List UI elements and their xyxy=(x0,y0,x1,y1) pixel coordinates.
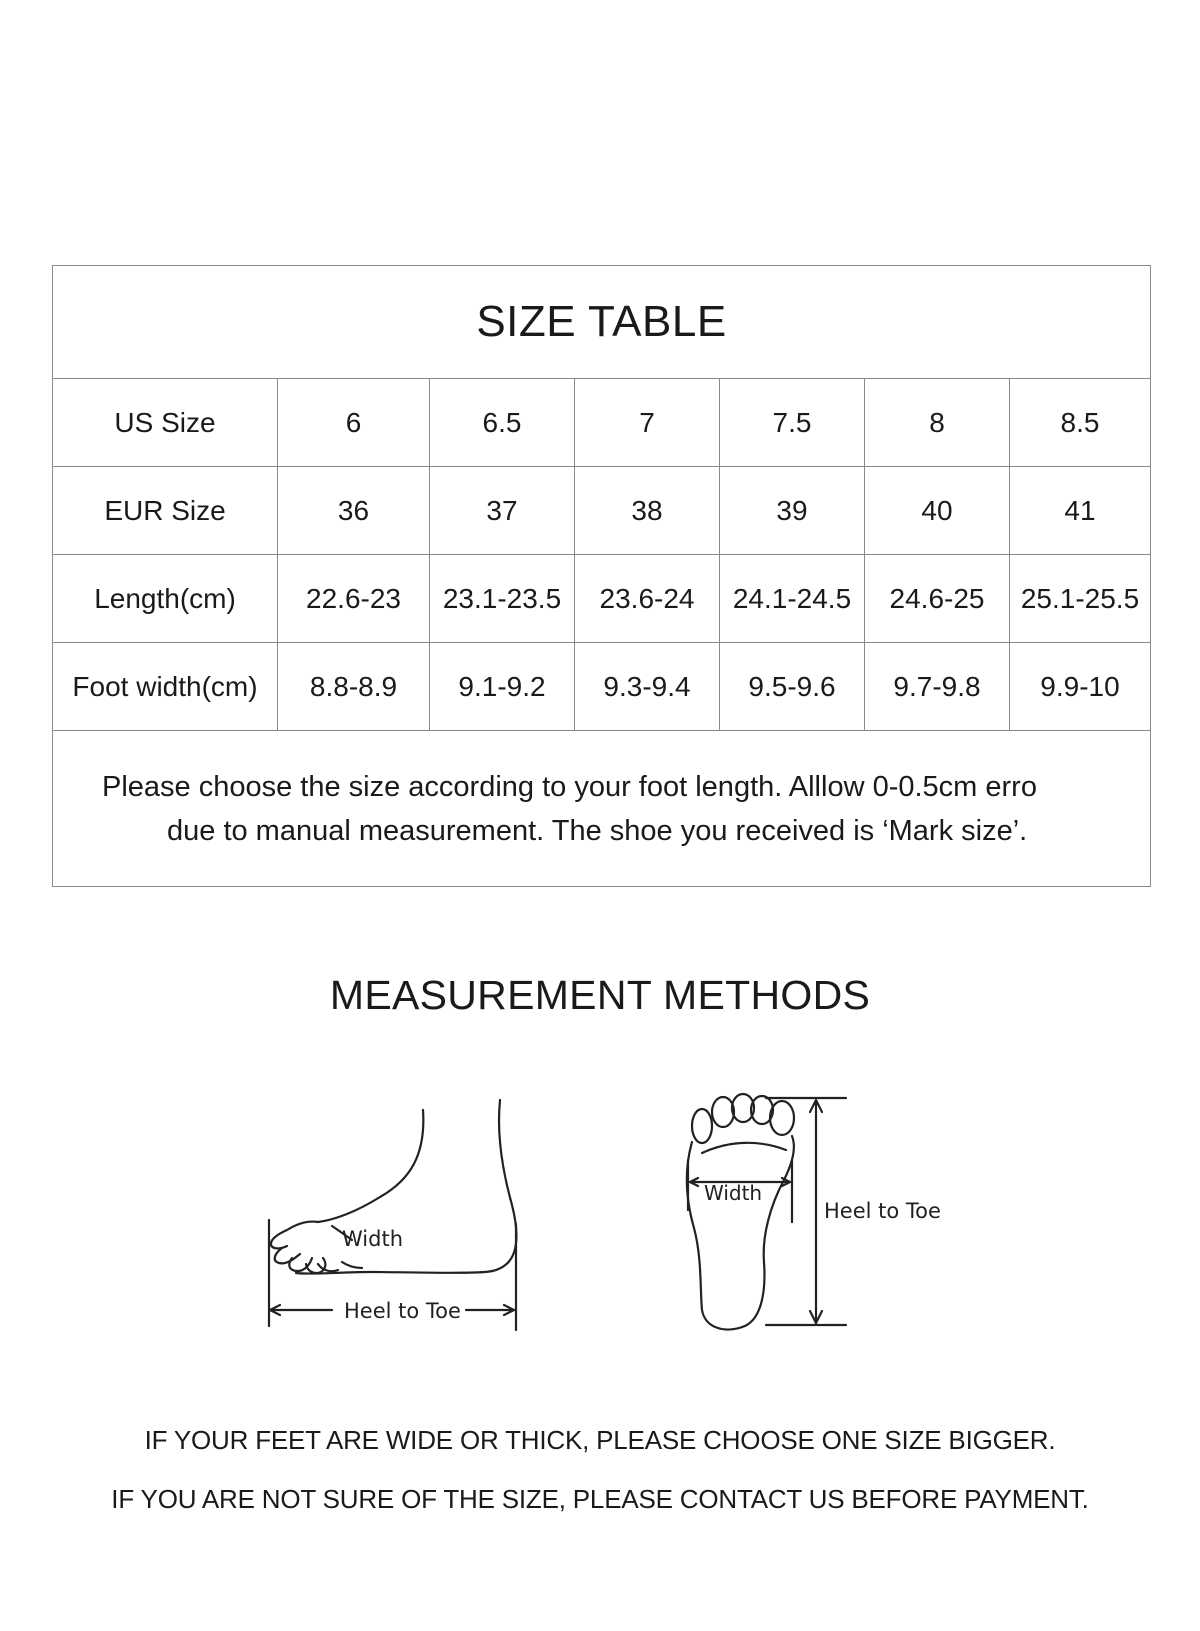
side-view-length-label: Heel to Toe xyxy=(344,1299,461,1323)
table-cell: 25.1-25.5 xyxy=(1010,555,1151,643)
table-cell: 7.5 xyxy=(720,379,865,467)
size-table-title: SIZE TABLE xyxy=(53,266,1151,379)
side-view-width-label: Width xyxy=(342,1227,404,1251)
row-label: Foot width(cm) xyxy=(53,643,278,731)
table-cell: 9.9-10 xyxy=(1010,643,1151,731)
table-cell: 23.6-24 xyxy=(575,555,720,643)
size-note-line-1: Please choose the size according to your foot length. Alllow 0-0.5cm erro xyxy=(102,770,1037,803)
table-cell: 40 xyxy=(865,467,1010,555)
table-cell: 6.5 xyxy=(430,379,575,467)
table-cell: 38 xyxy=(575,467,720,555)
table-cell: 8 xyxy=(865,379,1010,467)
table-cell: 8.8-8.9 xyxy=(278,643,430,731)
row-label: EUR Size xyxy=(53,467,278,555)
table-cell: 24.6-25 xyxy=(865,555,1010,643)
table-cell: 9.3-9.4 xyxy=(575,643,720,731)
contact-note: IF YOU ARE NOT SURE OF THE SIZE, PLEASE CONTACT US BEFORE PAYMENT. xyxy=(111,1484,1089,1514)
row-label: Length(cm) xyxy=(53,555,278,643)
table-cell: 41 xyxy=(1010,467,1151,555)
table-cell: 9.5-9.6 xyxy=(720,643,865,731)
table-cell: 9.1-9.2 xyxy=(430,643,575,731)
table-cell: 23.1-23.5 xyxy=(430,555,575,643)
table-cell: 6 xyxy=(278,379,430,467)
table-cell: 9.7-9.8 xyxy=(865,643,1010,731)
table-cell: 24.1-24.5 xyxy=(720,555,865,643)
table-cell: 7 xyxy=(575,379,720,467)
table-cell: 39 xyxy=(720,467,865,555)
row-label: US Size xyxy=(53,379,278,467)
measurement-methods-title: MEASUREMENT METHODS xyxy=(329,972,871,1018)
top-view-foot-illustration xyxy=(687,1094,794,1329)
top-view-width-label: Width xyxy=(704,1181,763,1205)
table-cell: 8.5 xyxy=(1010,379,1151,467)
top-view-length-label: Heel to Toe xyxy=(824,1199,941,1223)
size-note-line-2: due to manual measurement. The shoe you received is ‘Mark size’. xyxy=(167,814,1028,847)
wide-feet-note: IF YOUR FEET ARE WIDE OR THICK, PLEASE CHOOSE ONE SIZE BIGGER. xyxy=(144,1425,1056,1455)
table-cell: 37 xyxy=(430,467,575,555)
table-cell: 22.6-23 xyxy=(278,555,430,643)
table-cell: 36 xyxy=(278,467,430,555)
